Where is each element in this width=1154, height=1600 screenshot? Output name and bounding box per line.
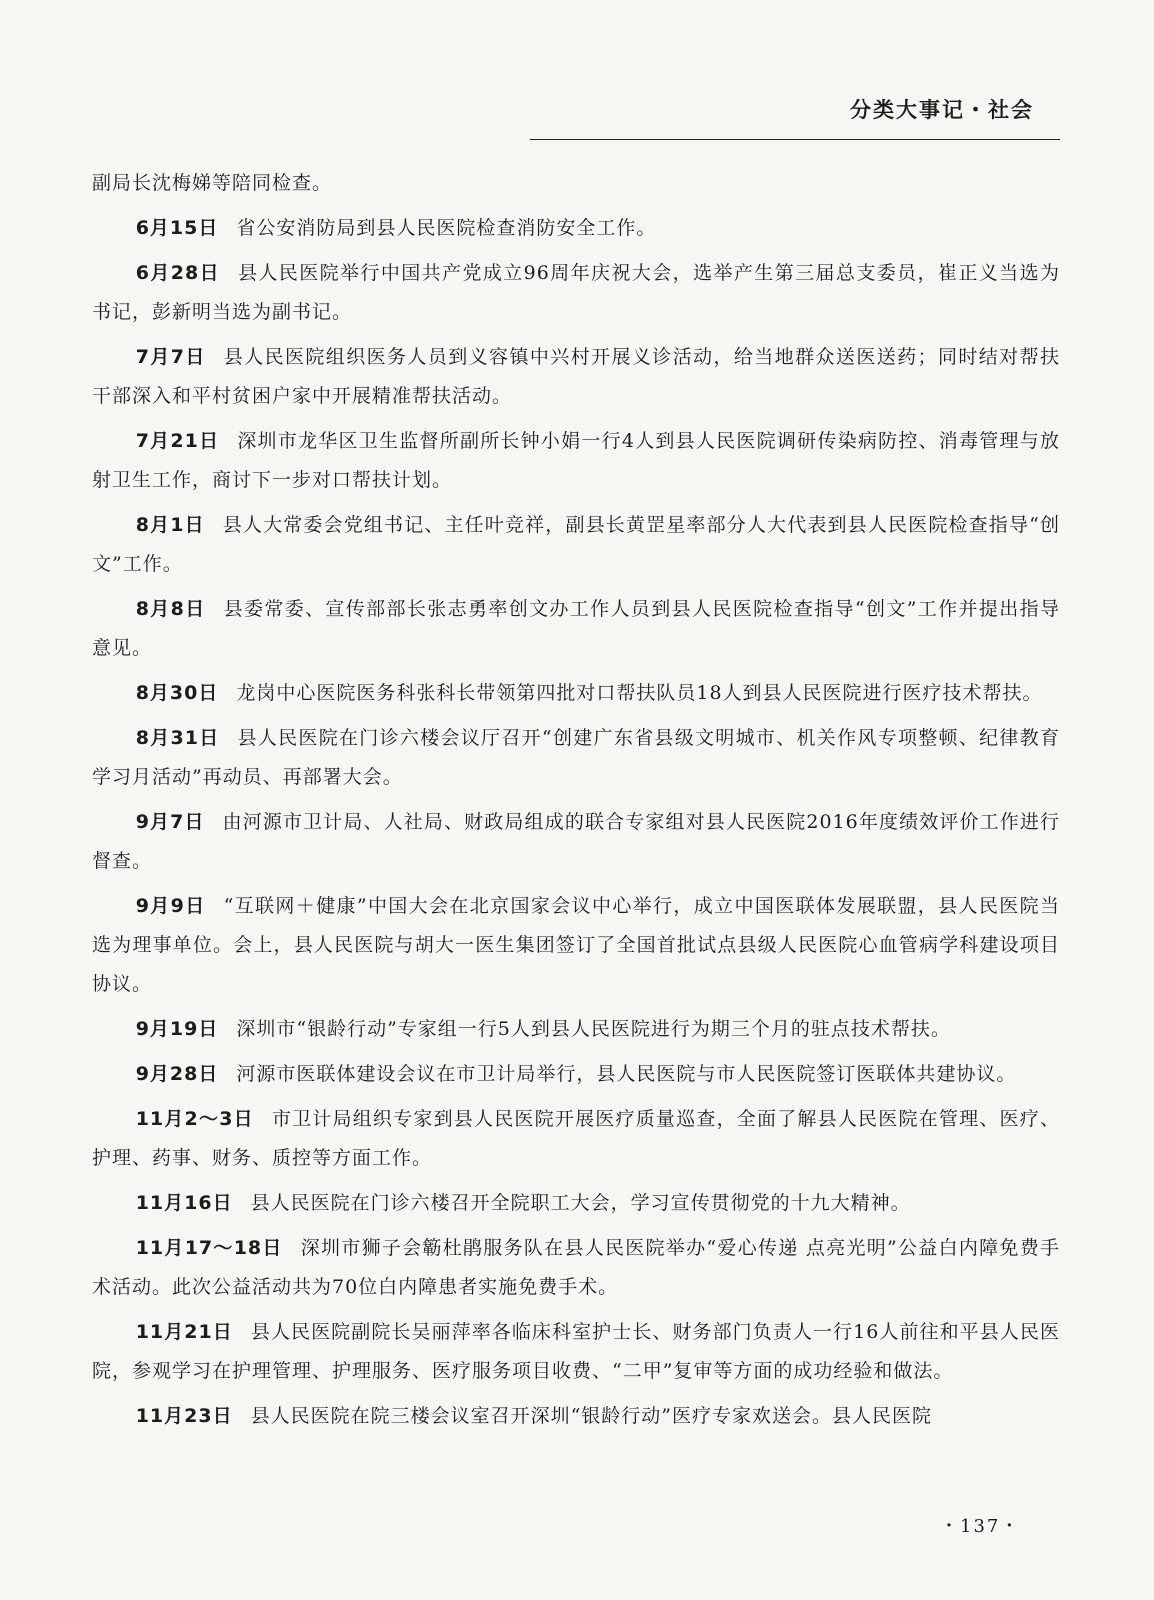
running-header: 分类大事记・社会	[850, 98, 1034, 122]
event-entry	[92, 1313, 1060, 1391]
event-entry	[92, 803, 1060, 881]
event-date: 11月17～18日	[135, 1237, 283, 1259]
page-number: ・137・	[940, 1516, 1021, 1537]
event-date: 7月21日	[135, 430, 220, 452]
event-date: 6月15日	[135, 217, 219, 239]
event-date: 8月30日	[135, 682, 219, 704]
event-date: 8月8日	[135, 598, 206, 620]
event-date: 11月2～3日	[135, 1108, 254, 1130]
event-text: “互联网＋健康”中国大会在北京国家会议中心举行，成立中国医联体发展联盟，县人民医院当选为理事单位。会上，县人民医院与胡大一医生集团签订了全国首批试点县级人民医院心血管病学科建设项目协议。	[92, 895, 1060, 995]
event-text: 县人民医院组织医务人员到义容镇中兴村开展义诊活动，给当地群众送医送药；同时结对帮扶干部深入和平村贫困户家中开展精准帮扶活动。	[92, 346, 1060, 407]
event-date: 9月19日	[135, 1018, 219, 1040]
event-entry	[92, 1184, 1060, 1223]
event-date: 9月7日	[135, 811, 205, 833]
event-text: 由河源市卫计局、人社局、财政局组成的联合专家组对县人民医院2016年度绩效评价工作进行督查。	[92, 811, 1060, 872]
event-text: 县人民医院在门诊六楼召开全院职工大会，学习宣传贯彻党的十九大精神。	[250, 1192, 911, 1214]
event-entry	[92, 674, 1060, 713]
event-text: 县人民医院举行中国共产党成立96周年庆祝大会，选举产生第三届总支委员，崔正义当选为书记，彭新明当选为副书记。	[92, 262, 1060, 323]
event-entry	[92, 887, 1060, 1004]
event-text: 河源市医联体建设会议在市卫计局举行，县人民医院与市人民医院签订医联体共建协议。	[236, 1063, 1017, 1085]
event-text: 县人大常委会党组书记、主任叶竞祥，副县长黄罡星率部分人大代表到县人民医院检查指导“创文”工作。	[92, 514, 1060, 575]
event-entry	[92, 338, 1060, 416]
event-text: 省公安消防局到县人民医院检查消防安全工作。	[236, 217, 657, 239]
event-entry	[92, 254, 1060, 332]
event-date: 9月28日	[135, 1063, 219, 1085]
event-entry	[92, 1100, 1060, 1178]
event-entry	[92, 590, 1060, 668]
event-list	[92, 209, 1060, 1436]
event-date: 11月16日	[135, 1192, 233, 1214]
event-entry	[92, 1010, 1060, 1049]
header-rule	[530, 139, 1060, 140]
event-date: 6月28日	[135, 262, 220, 284]
event-text: 市卫计局组织专家到县人民医院开展医疗质量巡查，全面了解县人民医院在管理、医疗、护理、药事、财务、质控等方面工作。	[92, 1108, 1060, 1169]
event-text: 龙岗中心医院医务科张科长带领第四批对口帮扶队员18人到县人民医院进行医疗技术帮扶。	[236, 682, 1043, 704]
event-date: 11月21日	[135, 1321, 233, 1343]
event-entry	[92, 719, 1060, 797]
event-text: 深圳市龙华区卫生监督所副所长钟小娟一行4人到县人民医院调研传染病防控、消毒管理与放射卫生工作，商讨下一步对口帮扶计划。	[92, 430, 1060, 491]
event-date: 8月1日	[135, 514, 205, 536]
event-entry	[92, 1229, 1060, 1307]
event-text: 县委常委、宣传部部长张志勇率创文办工作人员到县人民医院检查指导“创文”工作并提出指导意见。	[92, 598, 1060, 659]
event-date: 7月7日	[135, 346, 206, 368]
event-entry	[92, 1055, 1060, 1094]
event-text: 县人民医院在门诊六楼会议厅召开“创建广东省县级文明城市、机关作风专项整顿、纪律教育学习月活动”再动员、再部署大会。	[92, 727, 1060, 788]
event-text: 县人民医院副院长吴丽萍率各临床科室护士长、财务部门负责人一行16人前往和平县人民医院，参观学习在护理管理、护理服务、医疗服务项目收费、“二甲”复审等方面的成功经验和做法。	[92, 1321, 1060, 1382]
event-text: 深圳市狮子会簕杜鹃服务队在县人民医院举办“爱心传递 点亮光明”公益白内障免费手术活动。此次公益活动共为70位白内障患者实施免费手术。	[92, 1237, 1060, 1298]
event-entry	[92, 1397, 1060, 1436]
page-body	[92, 164, 1060, 1442]
event-text: 深圳市“银龄行动”专家组一行5人到县人民医院进行为期三个月的驻点技术帮扶。	[236, 1018, 951, 1040]
event-date: 8月31日	[135, 727, 220, 749]
event-date: 9月9日	[135, 895, 206, 917]
event-entry	[92, 209, 1060, 248]
event-date: 11月23日	[135, 1405, 233, 1427]
event-text: 县人民医院在院三楼会议室召开深圳“银龄行动”医疗专家欢送会。县人民医院	[250, 1405, 933, 1427]
continued-paragraph: 副局长沈梅娣等陪同检查。	[92, 172, 333, 194]
event-entry	[92, 422, 1060, 500]
event-entry	[92, 506, 1060, 584]
